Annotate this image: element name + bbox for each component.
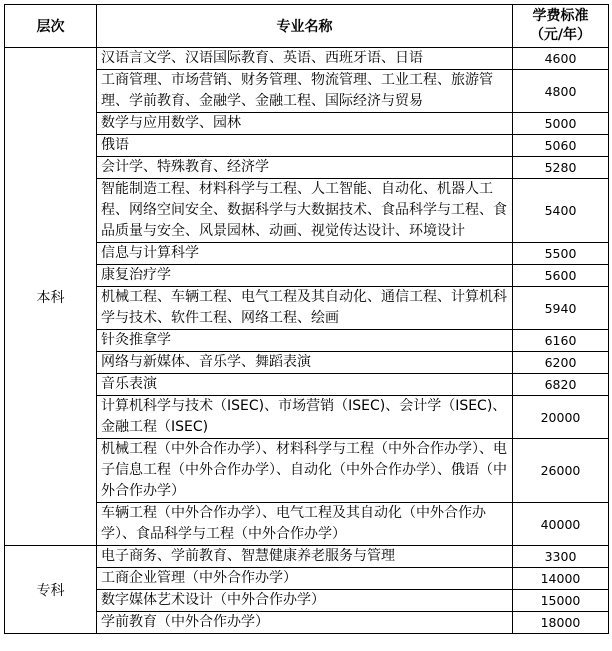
major-cell: 工商管理、市场营销、财务管理、物流管理、工业工程、旅游管理、学前教育、金融学、金融工程、国际经济与贸易 <box>97 70 513 113</box>
header-level: 层次 <box>5 5 97 48</box>
fee-cell: 5000 <box>513 113 609 135</box>
major-cell: 会计学、特殊教育、经济学 <box>97 157 513 179</box>
level-cell-undergraduate: 本科 <box>5 48 97 546</box>
fee-cell: 15000 <box>513 590 609 612</box>
major-cell: 车辆工程（中外合作办学）、电气工程及其自动化（中外合作办学）、食品科学与工程（中外合作办学） <box>97 503 513 546</box>
fee-cell: 5500 <box>513 243 609 265</box>
table-row <box>5 48 609 70</box>
major-cell: 针灸推拿学 <box>97 330 513 352</box>
major-cell: 音乐表演 <box>97 374 513 396</box>
tuition-fee-table <box>4 4 609 634</box>
major-cell: 康复治疗学 <box>97 265 513 287</box>
major-cell: 智能制造工程、材料科学与工程、人工智能、自动化、机器人工程、网络空间安全、数据科学与大数据技术、食品科学与工程、食品质量与安全、风景园林、动画、视觉传达设计、环境设计 <box>97 179 513 243</box>
fee-cell: 18000 <box>513 612 609 634</box>
major-cell: 网络与新媒体、音乐学、舞蹈表演 <box>97 352 513 374</box>
major-cell: 数字媒体艺术设计（中外合作办学） <box>97 590 513 612</box>
major-cell: 学前教育（中外合作办学） <box>97 612 513 634</box>
major-cell: 计算机科学与技术（ISEC)、市场营销（ISEC)、会计学（ISEC)、金融工程（ISEC) <box>97 396 513 439</box>
level-cell-junior-college: 专科 <box>5 546 97 634</box>
fee-cell: 5060 <box>513 135 609 157</box>
major-cell: 俄语 <box>97 135 513 157</box>
major-cell: 工商企业管理（中外合作办学） <box>97 568 513 590</box>
major-cell: 机械工程、车辆工程、电气工程及其自动化、通信工程、计算机科学与技术、软件工程、网络工程、绘画 <box>97 287 513 330</box>
major-cell: 电子商务、学前教育、智慧健康养老服务与管理 <box>97 546 513 568</box>
fee-cell: 20000 <box>513 396 609 439</box>
major-cell: 机械工程（中外合作办学）、材料科学与工程（中外合作办学）、电子信息工程（中外合作办学）、自动化（中外合作办学）、俄语（中外合作办学） <box>97 439 513 503</box>
fee-cell: 5940 <box>513 287 609 330</box>
major-cell: 汉语言文学、汉语国际教育、英语、西班牙语、日语 <box>97 48 513 70</box>
fee-cell: 4600 <box>513 48 609 70</box>
fee-cell: 6160 <box>513 330 609 352</box>
fee-cell: 5280 <box>513 157 609 179</box>
fee-cell: 4800 <box>513 70 609 113</box>
fee-cell: 6820 <box>513 374 609 396</box>
header-major-name: 专业名称 <box>97 5 513 48</box>
header-row <box>5 5 609 48</box>
table-row <box>5 546 609 568</box>
fee-cell: 3300 <box>513 546 609 568</box>
fee-cell: 40000 <box>513 503 609 546</box>
header-fee-line1: 学费标准 <box>532 8 589 24</box>
header-fee-standard <box>513 5 609 48</box>
fee-cell: 6200 <box>513 352 609 374</box>
fee-cell: 5600 <box>513 265 609 287</box>
fee-cell: 5400 <box>513 179 609 243</box>
major-cell: 信息与计算科学 <box>97 243 513 265</box>
header-fee-line2: （元/年） <box>529 27 592 43</box>
major-cell: 数学与应用数学、园林 <box>97 113 513 135</box>
fee-cell: 26000 <box>513 439 609 503</box>
fee-cell: 14000 <box>513 568 609 590</box>
